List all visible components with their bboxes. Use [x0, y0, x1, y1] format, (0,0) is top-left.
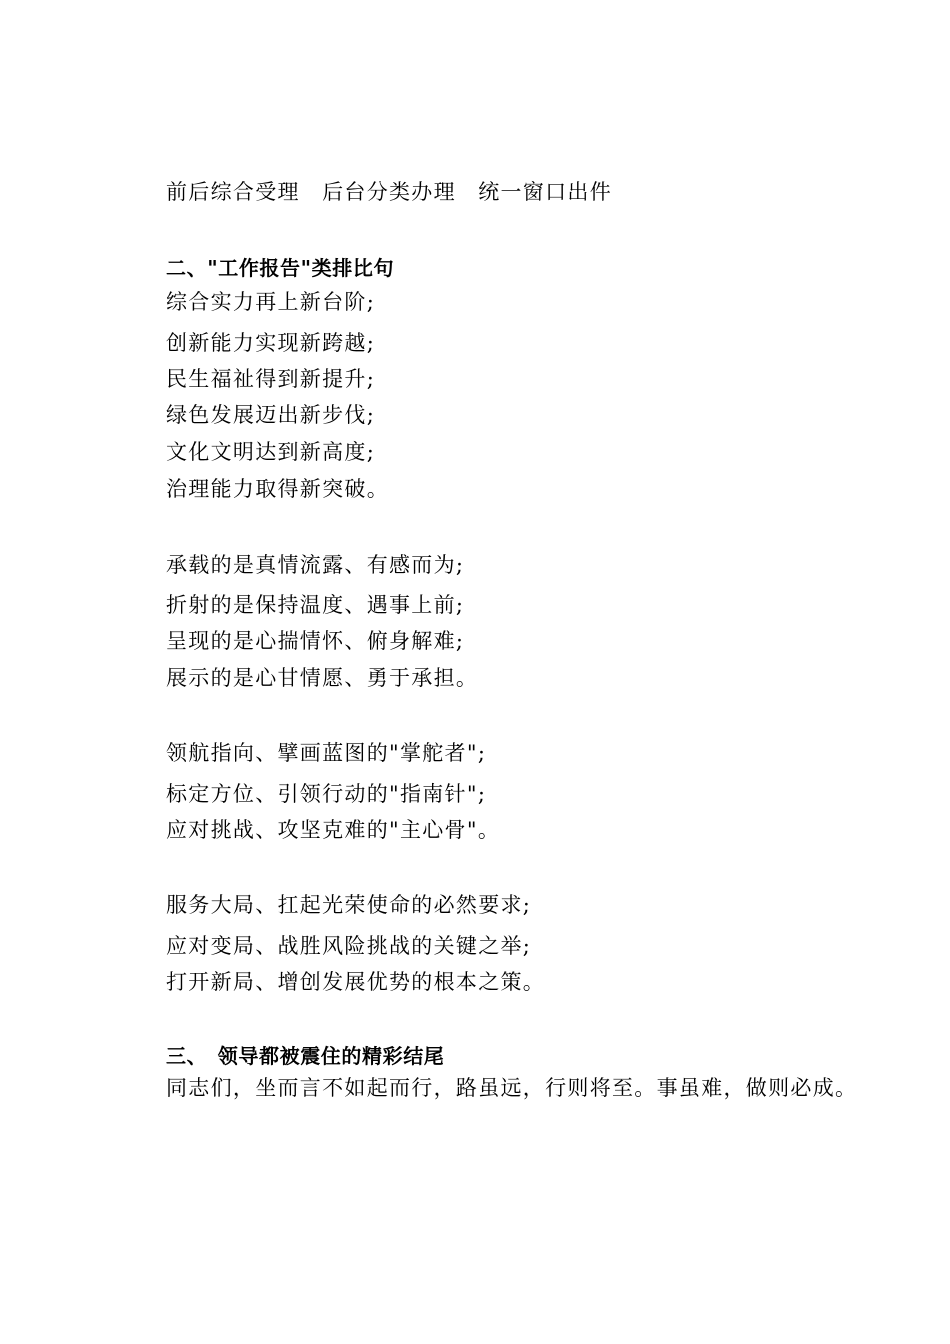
intro-line: 前后综合受理 后台分类办理 统一窗口出件 — [166, 180, 612, 204]
list-item: 创新能力实现新跨越; — [166, 331, 376, 355]
list-item: 治理能力取得新突破。 — [166, 477, 389, 501]
list-item: 应对挑战、攻坚克难的"主心骨"。 — [166, 818, 501, 842]
list-item: 呈现的是心揣情怀、俯身解难; — [166, 629, 465, 653]
list-item: 综合实力再上新台阶; — [166, 290, 376, 314]
list-item: 打开新局、增创发展优势的根本之策。 — [166, 970, 546, 994]
list-item: 折射的是保持温度、遇事上前; — [166, 593, 465, 617]
list-item: 应对变局、战胜风险挑战的关键之举; — [166, 934, 532, 958]
list-item: 绿色发展迈出新步伐; — [166, 403, 376, 427]
section2-heading: 二、"工作报告"类排比句 — [166, 256, 395, 280]
list-item: 标定方位、引领行动的"指南针"; — [166, 782, 487, 806]
closing-paragraph: 同志们，坐而言不如起而行，路虽远，行则将至。事虽难，做则必成。 — [166, 1076, 858, 1100]
list-item: 民生福祉得到新提升; — [166, 367, 376, 391]
list-item: 文化文明达到新高度; — [166, 440, 376, 464]
list-item: 服务大局、扛起光荣使命的必然要求; — [166, 893, 532, 917]
list-item: 展示的是心甘情愿、勇于承担。 — [166, 666, 479, 690]
list-item: 承载的是真情流露、有感而为; — [166, 553, 465, 577]
list-item: 领航指向、擘画蓝图的"掌舵者"; — [166, 741, 487, 765]
section3-heading: 三、 领导都被震住的精彩结尾 — [166, 1044, 445, 1068]
